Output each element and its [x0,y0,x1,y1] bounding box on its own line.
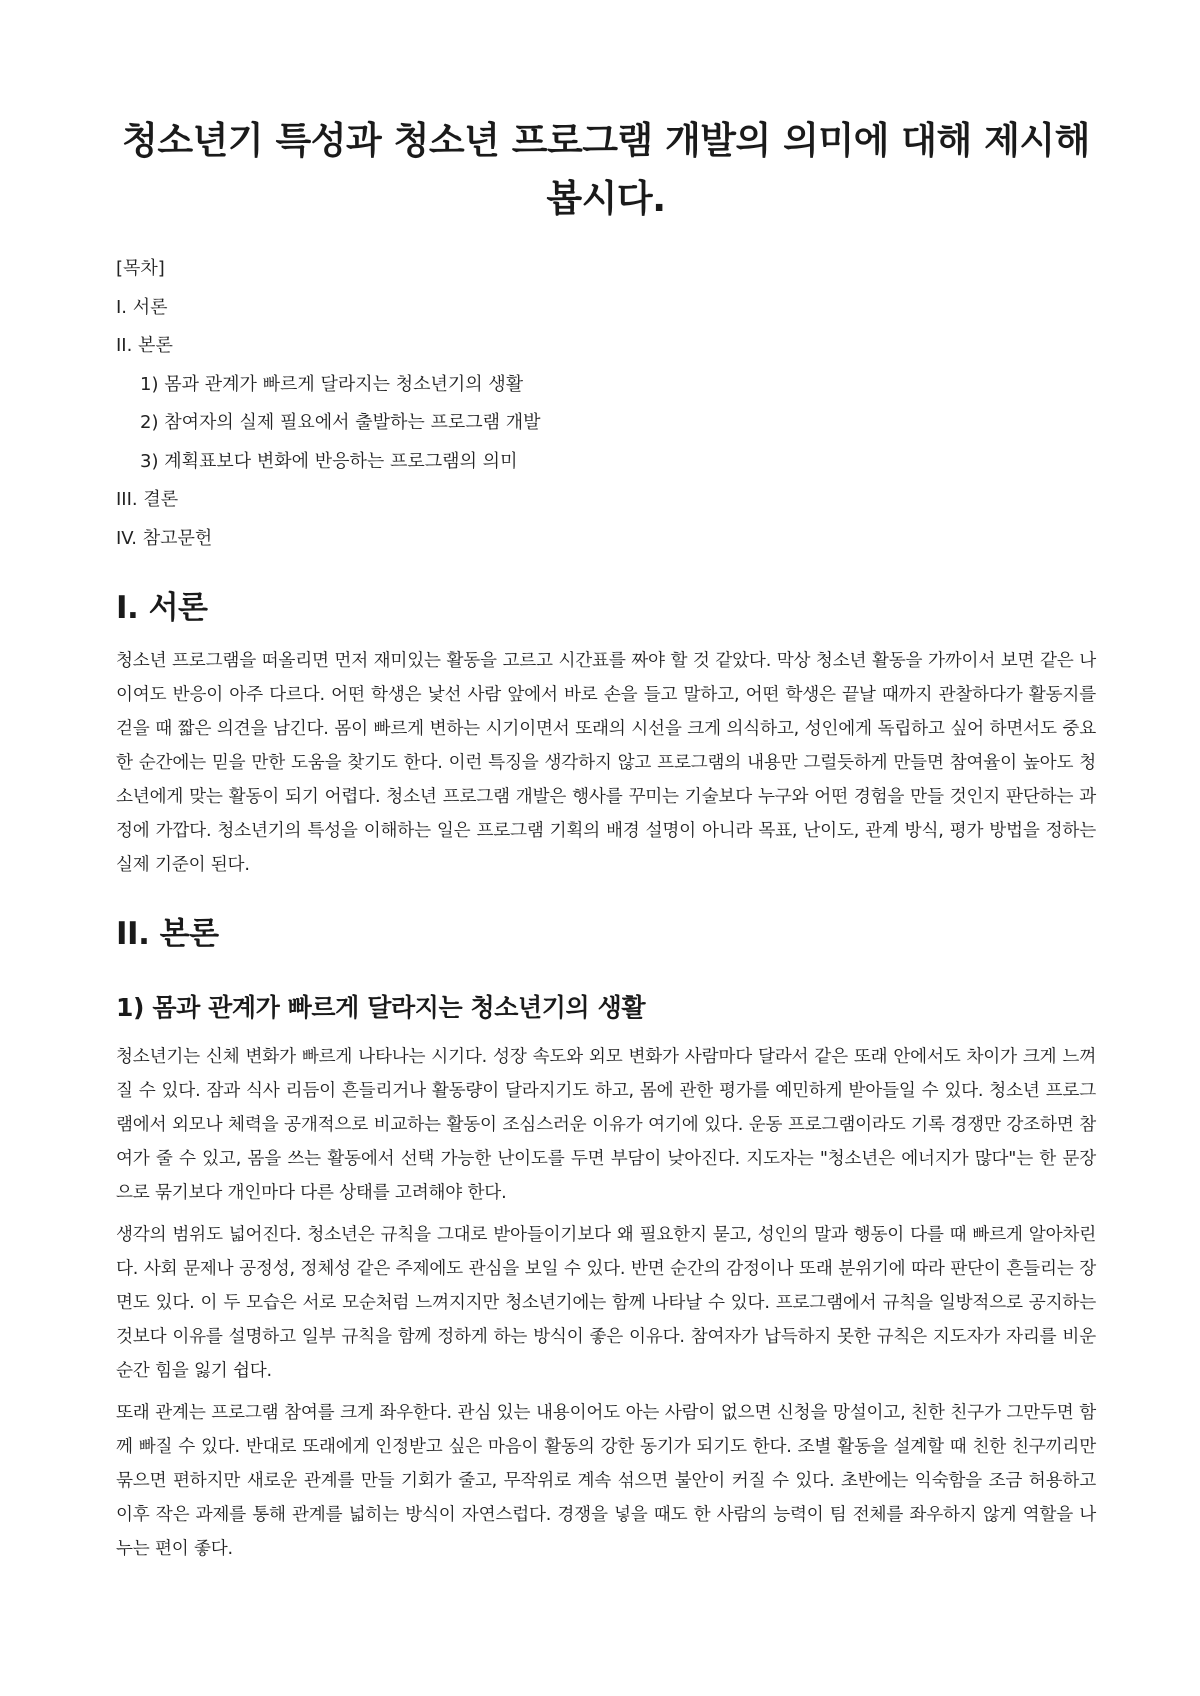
intro-heading: I. 서론 [116,590,208,626]
body-paragraph: 청소년기는 신체 변화가 빠르게 나타나는 시기다. 성장 속도와 외모 변화가 사람마다 달라서 같은 또래 안에서도 차이가 크게 느껴질 수 있다. 잠과 식사 리듬이 흔들리거나 활동량이 달라지기도 하고, 몸에 관한 평가를 예민하게 받아들일 수 있다. 청소년 프로그램에서 외모나 체력을 공개적으로 비교하는 활동이 조심스러운 이유가 여기에 있다. 운동 프로그램이라도 기록 경쟁만 강조하면 참여가 줄 수 있고, 몸을 쓰는 활동에서 선택 가능한 난이도를 두면 부담이 낮아진다. 지도자는 "청소년은 에너지가 많다"는 한 문장으로 묶기보다 개인마다 다른 상태를 고려해야 한다. [116,1047,1096,1203]
table-of-contents [116,250,1096,558]
body-paragraph: 또래 관계는 프로그램 참여를 크게 좌우한다. 관심 있는 내용이어도 아는 사람이 없으면 신청을 망설이고, 친한 친구가 그만두면 함께 빠질 수 있다. 반대로 또래에게 인정받고 싶은 마음이 활동의 강한 동기가 되기도 한다. 조별 활동을 설계할 때 친한 친구끼리만 묶으면 편하지만 새로운 관계를 만들 기회가 줄고, 무작위로 계속 섞으면 불안이 커질 수 있다. 초반에는 익숙함을 조금 허용하고 이후 작은 과제를 통해 관계를 넓히는 방식이 자연스럽다. 경쟁을 넣을 때도 한 사람의 능력이 팀 전체를 좌우하지 않게 역할을 나누는 편이 좋다. [116,1403,1096,1559]
toc-item-intro: I. 서론 [116,296,168,318]
toc-item-body-3: 3) 계획표보다 변화에 반응하는 프로그램의 의미 [140,450,518,472]
toc-item-body-2: 2) 참여자의 실제 필요에서 출발하는 프로그램 개발 [140,412,541,433]
intro-paragraph: 청소년 프로그램을 떠올리면 먼저 재미있는 활동을 고르고 시간표를 짜야 할 것 같았다. 막상 청소년 활동을 가까이서 보면 같은 나이여도 반응이 아주 다르다. 어떤 학생은 낯선 사람 앞에서 바로 손을 들고 말하고, 어떤 학생은 끝날 때까지 관찰하다가 활동지를 걷을 때 짧은 의견을 남긴다. 몸이 빠르게 변하는 시기이면서 또래의 시선을 크게 의식하고, 성인에게 독립하고 싶어 하면서도 중요한 순간에는 믿을 만한 도움을 찾기도 한다. 이런 특징을 생각하지 않고 프로그램의 내용만 그럴듯하게 만들면 참여율이 높아도 청소년에게 맞는 활동이 되기 어렵다. 청소년 프로그램 개발은 행사를 꾸미는 기술보다 누구와 어떤 경험을 만들 것인지 판단하는 과정에 가깝다. 청소년기의 특성을 이해하는 일은 프로그램 기획의 배경 설명이 아니라 목표, 난이도, 관계 방식, 평가 방법을 정하는 실제 기준이 된다. [116,651,1096,875]
body-paragraph: 생각의 범위도 넓어진다. 청소년은 규칙을 그대로 받아들이기보다 왜 필요한지 묻고, 성인의 말과 행동이 다를 때 빠르게 알아차린다. 사회 문제나 공정성, 정체성 같은 주제에도 관심을 보일 수 있다. 반면 순간의 감정이나 또래 분위기에 따라 판단이 흔들리는 장면도 있다. 이 두 모습은 서로 모순처럼 느껴지지만 청소년기에는 함께 나타날 수 있다. 프로그램에서 규칙을 일방적으로 공지하는 것보다 이유를 설명하고 일부 규칙을 함께 정하게 하는 방식이 좋은 이유다. 참여자가 납득하지 못한 규칙은 지도자가 자리를 비운 순간 힘을 잃기 쉽다. [116,1225,1096,1381]
body-section [116,912,1096,1566]
intro-section [116,586,1096,882]
body-subsection-1-heading: 1) 몸과 관계가 빠르게 달라지는 청소년기의 생활 [116,993,646,1022]
toc-heading: [목차] [116,258,165,279]
body-heading: II. 본론 [116,916,219,952]
toc-item-references: IV. 참고문헌 [116,527,213,549]
toc-item-body: II. 본론 [116,335,173,356]
document-title: 청소년기 특성과 청소년 프로그램 개발의 의미에 대해 제시해 봅시다. [122,119,1090,220]
toc-item-body-1: 1) 몸과 관계가 빠르게 달라지는 청소년기의 생활 [140,373,524,395]
toc-item-conclusion: III. 결론 [116,489,179,510]
